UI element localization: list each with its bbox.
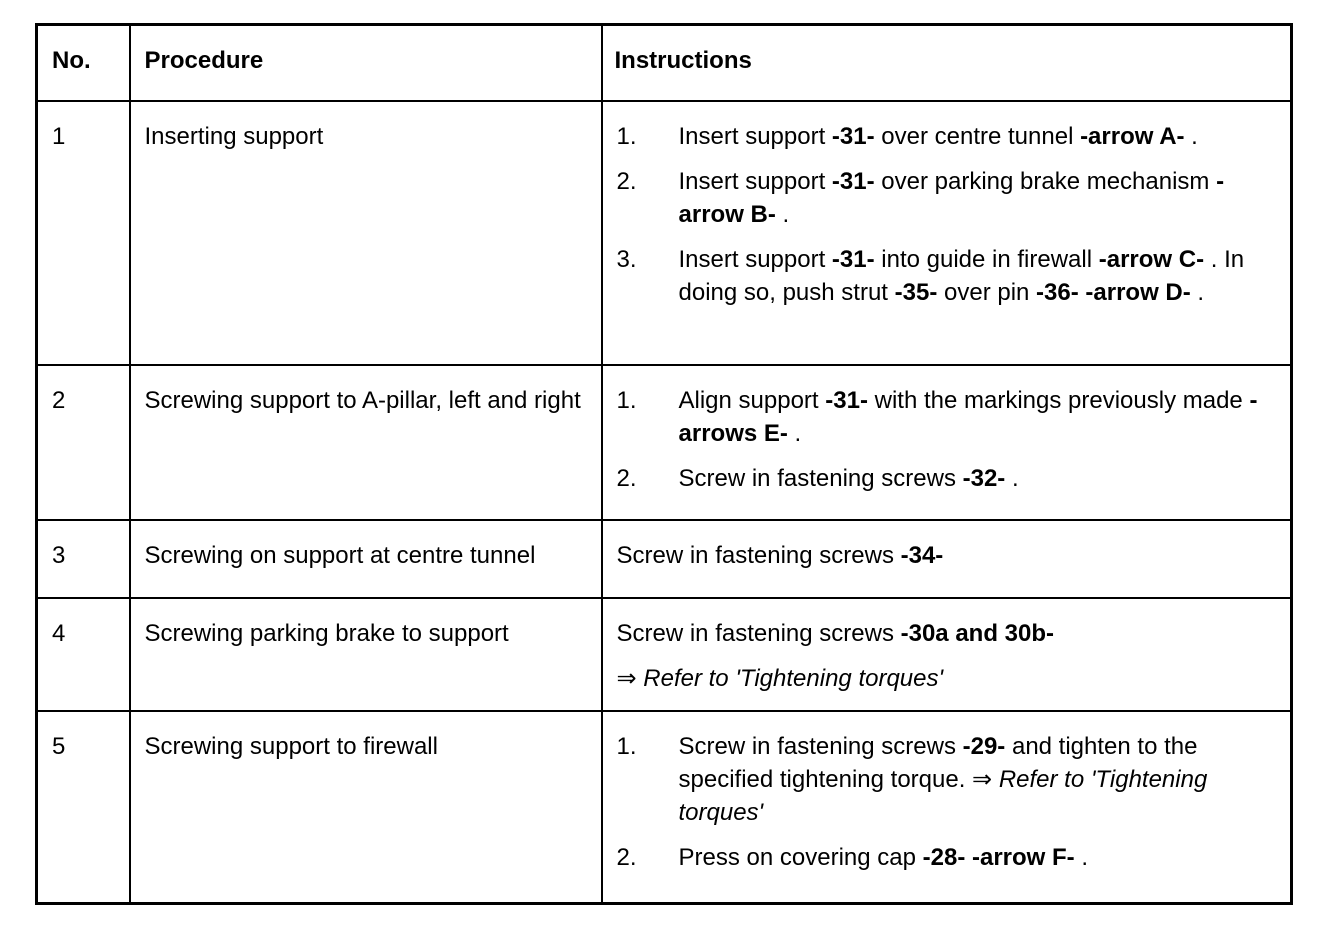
arrow-ref: -arrow C- bbox=[1098, 245, 1205, 273]
step-number: 1. bbox=[616, 122, 637, 150]
instruction-step bbox=[617, 384, 1283, 450]
part-ref: -31- bbox=[831, 245, 875, 273]
part-ref: -30a and 30b- bbox=[900, 619, 1054, 647]
step-text: Screw in fastening screws -29- and tighten to the specified tightening torque. ⇒ Refer to 'Tightening torques' bbox=[678, 732, 1208, 826]
part-ref: -28- bbox=[922, 843, 966, 871]
arrow-ref: -arrow F- bbox=[971, 843, 1075, 871]
step-number: 1. bbox=[616, 732, 637, 760]
part-ref: -35- bbox=[894, 278, 938, 306]
part-ref: -34- bbox=[900, 541, 944, 569]
row-number: 5 bbox=[37, 711, 130, 904]
part-ref: -36- bbox=[1036, 278, 1079, 306]
header-row bbox=[37, 25, 1292, 101]
instruction-step bbox=[617, 730, 1283, 829]
instruction-step bbox=[617, 165, 1283, 231]
row-number: 4 bbox=[37, 598, 130, 711]
reference-line bbox=[617, 662, 1283, 695]
arrow-ref: -arrow A- bbox=[1080, 122, 1185, 150]
part-ref: -29- bbox=[962, 732, 1006, 760]
step-number: 2. bbox=[616, 843, 637, 871]
reference-link[interactable]: Refer to 'Tightening torques' bbox=[678, 765, 1208, 826]
instruction-line: Screw in fastening screws -34- bbox=[616, 541, 944, 569]
row-instructions bbox=[602, 598, 1292, 711]
header-no: No. bbox=[37, 25, 130, 101]
step-text: Align support -31- with the markings previously made -arrows E- . bbox=[678, 386, 1258, 447]
row-procedure: Screwing on support at centre tunnel bbox=[130, 520, 602, 598]
row-procedure: Screwing support to A-pillar, left and right bbox=[130, 365, 602, 520]
table-row bbox=[37, 520, 1292, 598]
row-procedure: Screwing support to firewall bbox=[130, 711, 602, 904]
right-arrow-icon: ⇒ bbox=[972, 765, 993, 793]
row-instructions bbox=[602, 101, 1292, 365]
part-ref: -31- bbox=[831, 167, 875, 195]
row-number: 2 bbox=[37, 365, 130, 520]
instruction-step bbox=[617, 462, 1283, 495]
instruction-step bbox=[617, 120, 1283, 153]
header-procedure: Procedure bbox=[130, 25, 602, 101]
step-text: Press on covering cap -28- -arrow F- . bbox=[678, 843, 1088, 871]
header-instructions: Instructions bbox=[602, 25, 1292, 101]
row-instructions bbox=[602, 520, 1292, 598]
step-number: 2. bbox=[616, 464, 637, 492]
instruction-line: Screw in fastening screws -30a and 30b- bbox=[616, 619, 1054, 647]
step-number: 1. bbox=[616, 386, 637, 414]
procedure-table bbox=[35, 23, 1293, 905]
part-ref: -31- bbox=[831, 122, 875, 150]
right-arrow-icon: ⇒ bbox=[616, 664, 637, 692]
row-instructions bbox=[602, 711, 1292, 904]
step-text: Insert support -31- over centre tunnel -arrow A- . bbox=[678, 122, 1198, 150]
part-ref: -32- bbox=[962, 464, 1006, 492]
table-row bbox=[37, 711, 1292, 904]
step-text: Insert support -31- into guide in firewall -arrow C- . In doing so, push strut -35- over pin -36- -arrow D- . bbox=[678, 245, 1245, 306]
step-text: Insert support -31- over parking brake mechanism -arrow B- . bbox=[678, 167, 1225, 228]
row-number: 1 bbox=[37, 101, 130, 365]
arrow-ref: -arrows E- bbox=[678, 386, 1258, 447]
table-row bbox=[37, 598, 1292, 711]
step-number: 3. bbox=[616, 245, 637, 273]
instruction-step bbox=[617, 243, 1283, 309]
part-ref: -31- bbox=[825, 386, 868, 414]
row-procedure: Inserting support bbox=[130, 101, 602, 365]
table-row bbox=[37, 365, 1292, 520]
instruction-step bbox=[617, 841, 1283, 874]
row-procedure: Screwing parking brake to support bbox=[130, 598, 602, 711]
arrow-ref: -arrow D- bbox=[1085, 278, 1191, 306]
reference-link[interactable]: Refer to 'Tightening torques' bbox=[643, 664, 944, 692]
table-row bbox=[37, 101, 1292, 365]
row-instructions bbox=[602, 365, 1292, 520]
arrow-ref: -arrow B- bbox=[678, 167, 1225, 228]
step-text: Screw in fastening screws -32- . bbox=[678, 464, 1019, 492]
row-number: 3 bbox=[37, 520, 130, 598]
step-number: 2. bbox=[616, 167, 637, 195]
